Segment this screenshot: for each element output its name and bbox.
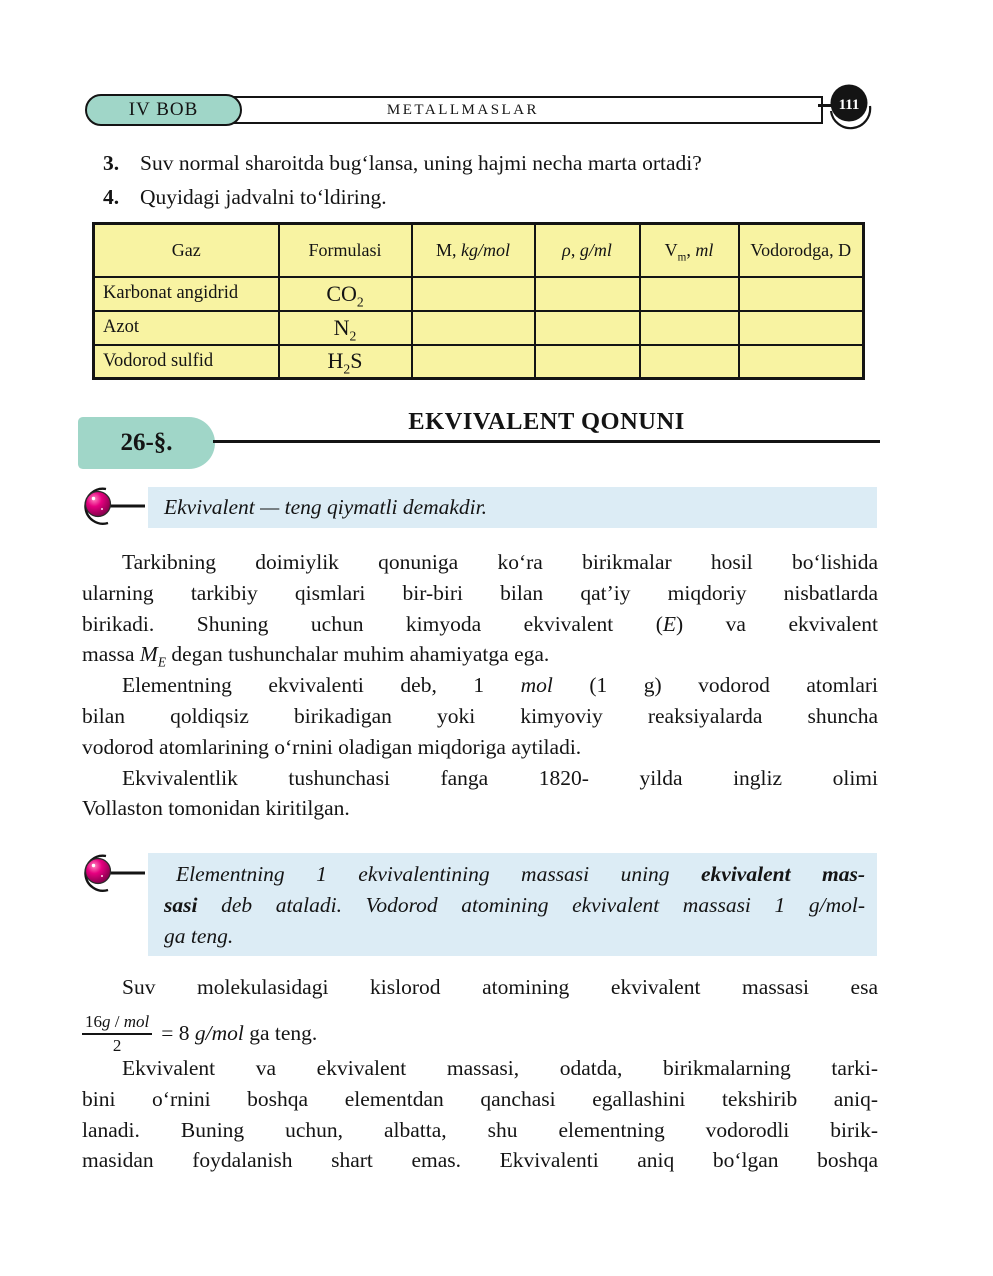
empty-cell bbox=[739, 345, 864, 379]
empty-cell bbox=[535, 277, 640, 311]
section-rule bbox=[213, 440, 880, 443]
col-header-molar-volume: $V_m$, ml bbox=[640, 224, 739, 277]
table-row bbox=[94, 311, 864, 345]
empty-cell bbox=[640, 345, 739, 379]
empty-cell bbox=[535, 345, 640, 379]
col-header-formula: Formulasi bbox=[279, 224, 412, 277]
section-number-box bbox=[78, 417, 215, 469]
gas-name-cell: Karbonat angidrid bbox=[94, 277, 279, 311]
col-header-molar-mass: M, kg/mol bbox=[412, 224, 535, 277]
col-header-density: ρ, g/ml bbox=[535, 224, 640, 277]
page-number-badge bbox=[828, 81, 872, 139]
table-header-row bbox=[94, 224, 864, 277]
empty-cell bbox=[640, 311, 739, 345]
chapter-badge bbox=[85, 94, 242, 126]
paragraph: Ekvivalent va ekvivalent massasi, odatda, birikmalarning tarki- bini oʻrnini boshqa elementdan qanchasi egallashini tekshirib aniq- lanadi. Buning uchun, albatta, shu elementning vodorodli birik- masidan foydalanish shart emas. Ekvivalenti aniq boʻlgan boshqa bbox=[82, 1056, 878, 1173]
definition-note: Elementning 1 ekvivalentining massasi uning ekvivalent mas- sasi deb ataladi. Vodorod atomining ekvivalent massasi 1 g/mol- ga teng. bbox=[148, 853, 877, 956]
empty-cell bbox=[739, 277, 864, 311]
question-item bbox=[103, 185, 903, 210]
page-number: 111 bbox=[838, 97, 860, 113]
paragraph: Elementning ekvivalenti deb, 1 mol (1 g) vodorod atomlari bilan qoldiqsiz birikadigan yoki kimyoviy reaksiyalarda shuncha vodorod atomlarining oʻrnini oladigan miqdoriga aytiladi. bbox=[82, 673, 878, 759]
gas-name-cell: Vodorod sulfid bbox=[94, 345, 279, 379]
running-header-title: METALLMASLAR bbox=[386, 101, 540, 118]
table-row bbox=[94, 345, 864, 379]
sphere-bullet-icon bbox=[79, 485, 145, 531]
sphere-bullet-icon bbox=[79, 852, 145, 898]
empty-cell bbox=[412, 345, 535, 379]
section-title: EKVIVALENT QONUNI bbox=[408, 408, 685, 435]
formula-cell: $H_2S$ bbox=[279, 345, 412, 379]
section-number: 26-§. bbox=[120, 429, 173, 456]
col-header-hydrogen-density: Vodorodga, D bbox=[739, 224, 864, 277]
body-text-block bbox=[82, 972, 878, 1061]
question-number: 4. bbox=[103, 185, 120, 209]
empty-cell bbox=[739, 311, 864, 345]
gas-table bbox=[92, 222, 865, 380]
chapter-label: IV BOB bbox=[128, 99, 199, 120]
empty-cell bbox=[412, 277, 535, 311]
formula-cell: $N_2$ bbox=[279, 311, 412, 345]
paragraph: Tarkibning doimiylik qonuniga koʻra birikmalar hosil boʻlishida ularning tarkibiy qismlari bir-biri bilan qat’iy miqdoriy nisbatlarda birikadi. Shuning uchun kimyoda ekvivalent (E) va ekvivalent massa $M_E$ degan tushunchalar muhim ahamiyatga ega. bbox=[82, 550, 878, 670]
table-row bbox=[94, 277, 864, 311]
question-text: Suv normal sharoitda bugʻlansa, uning hajmi necha marta ortadi? bbox=[140, 151, 702, 175]
paragraph: Ekvivalentlik tushunchasi fanga 1820- yilda ingliz olimi Vollaston tomonidan kiritilgan. bbox=[82, 765, 878, 821]
body-text-block bbox=[82, 547, 878, 824]
question-number: 3. bbox=[103, 151, 120, 175]
empty-cell bbox=[412, 311, 535, 345]
equation-result: = 8 g/mol ga teng. bbox=[161, 1021, 318, 1046]
empty-cell bbox=[640, 277, 739, 311]
formula-cell: $CO_2$ bbox=[279, 277, 412, 311]
definition-note: Ekvivalent — teng qiymatli demakdir. bbox=[148, 487, 877, 528]
empty-cell bbox=[535, 311, 640, 345]
col-header-gas: Gaz bbox=[94, 224, 279, 277]
gas-name-cell: Azot bbox=[94, 311, 279, 345]
question-text: Quyidagi jadvalni toʻldiring. bbox=[140, 185, 387, 209]
body-text-block bbox=[82, 1053, 878, 1176]
fraction-denominator: 2 bbox=[112, 1035, 122, 1055]
fraction-numerator: 16g / mol bbox=[82, 1012, 152, 1035]
paragraph: Suv molekulasidagi kislorod atomining ekvivalent massasi esa bbox=[122, 975, 878, 999]
question-item bbox=[103, 151, 903, 176]
fraction bbox=[82, 1012, 152, 1055]
